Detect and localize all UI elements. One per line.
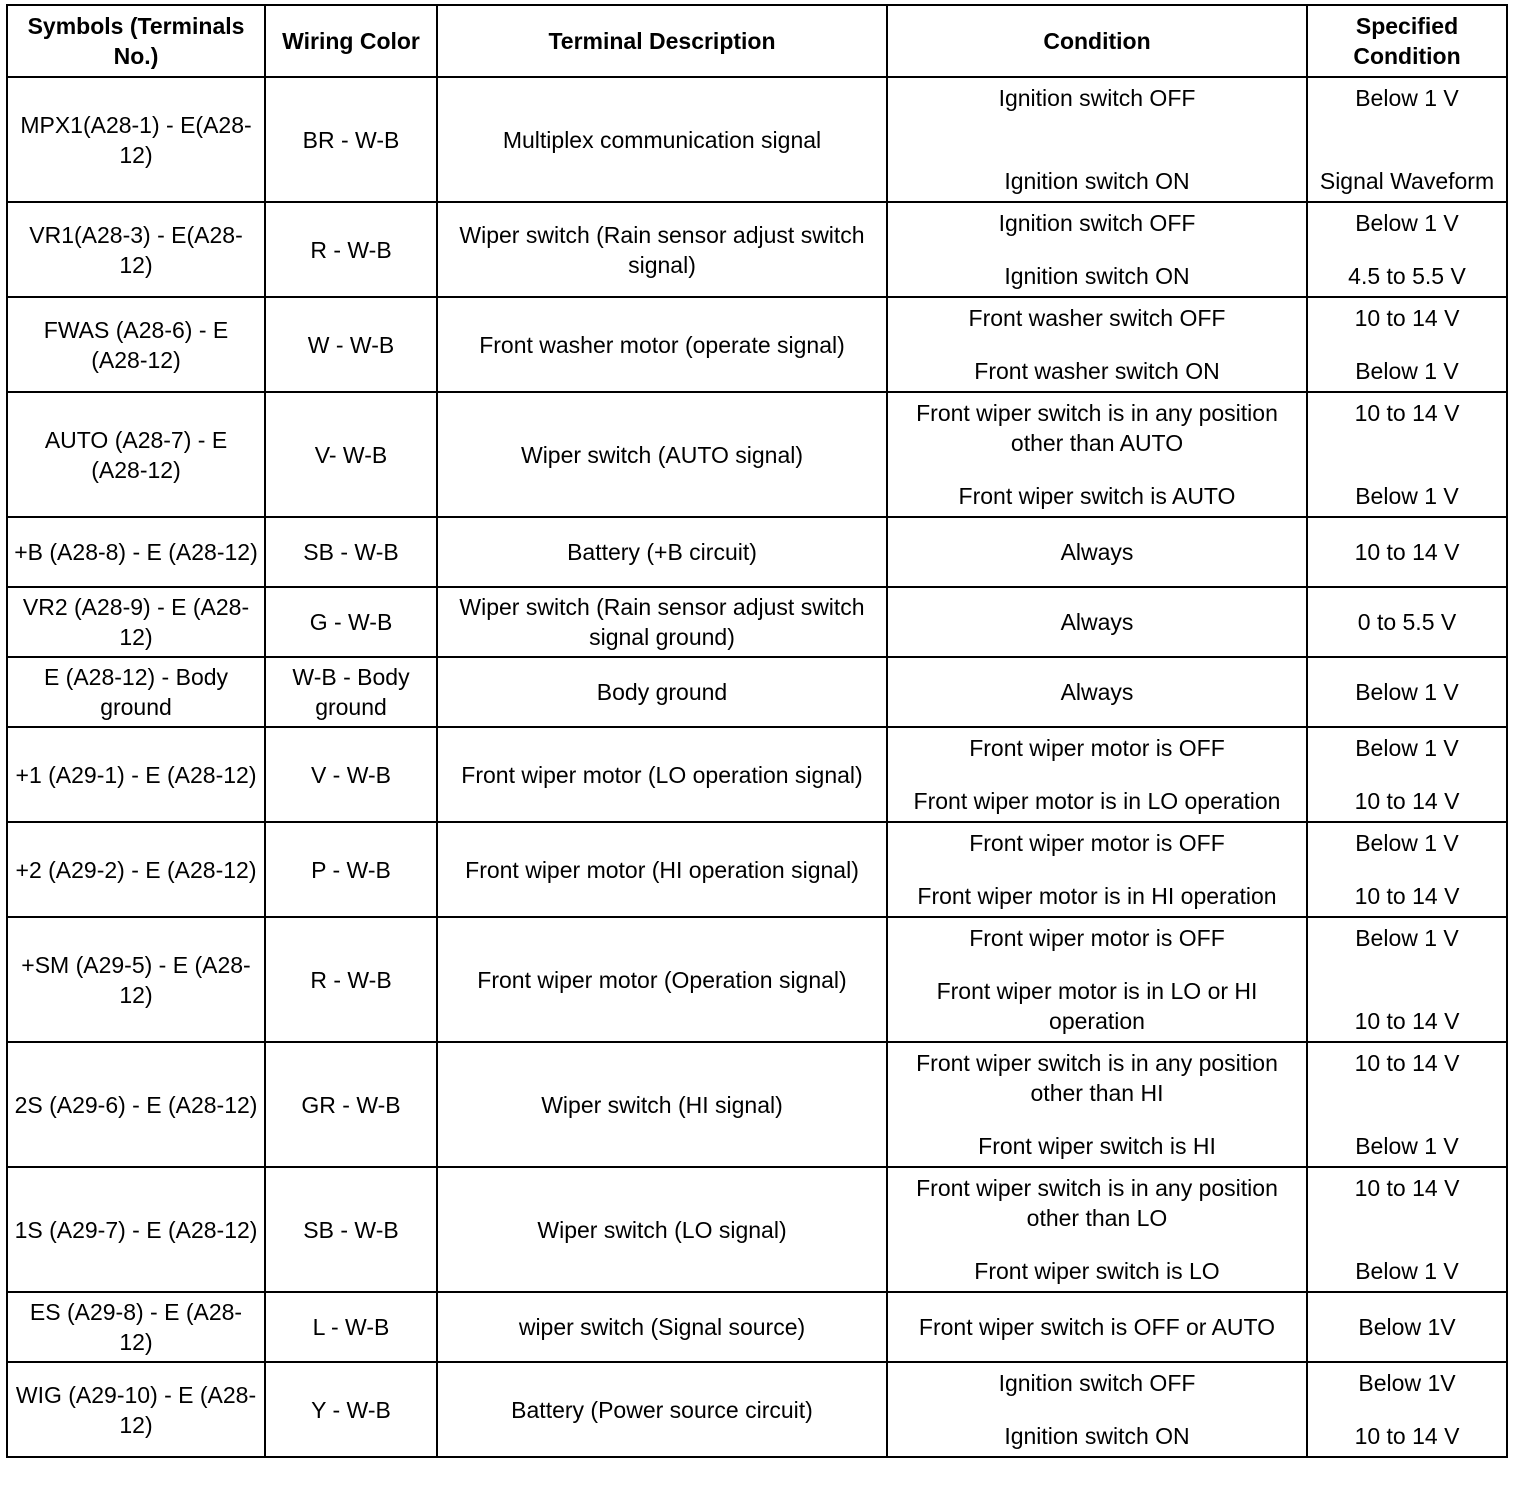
specified-condition-cell xyxy=(1307,392,1507,517)
condition-text: Ignition switch ON xyxy=(1004,168,1190,194)
condition-text: Front wiper motor is OFF xyxy=(969,735,1225,761)
wiring-color-cell: R - W-B xyxy=(265,202,437,297)
specified-condition-cell xyxy=(1307,1167,1507,1292)
terminal-description-cell: Front wiper motor (LO operation signal) xyxy=(437,727,887,822)
condition-cell xyxy=(887,297,1307,392)
terminal-symbol-cell: 2S (A29-6) - E (A28-12) xyxy=(7,1042,265,1167)
terminal-description-cell: Wiper switch (Rain sensor adjust switch signal) xyxy=(437,202,887,297)
specified-value: 10 to 14 V xyxy=(1354,883,1460,909)
condition-text: Front wiper switch is AUTO xyxy=(958,483,1236,509)
specified-value: Below 1 V xyxy=(1355,925,1459,951)
wiring-color-cell: W-B - Body ground xyxy=(265,657,437,727)
terminal-description-cell: Wiper switch (AUTO signal) xyxy=(437,392,887,517)
condition-cell xyxy=(887,657,1307,727)
condition-text: Front washer switch OFF xyxy=(968,305,1226,331)
wiring-color-cell: Y - W-B xyxy=(265,1362,437,1457)
specified-value: Below 1V xyxy=(1358,1314,1456,1340)
table-row xyxy=(7,657,1507,727)
specified-value: Below 1V xyxy=(1358,1370,1456,1396)
terminal-symbol-cell: +SM (A29-5) - E (A28-12) xyxy=(7,917,265,1042)
condition-text: Ignition switch OFF xyxy=(998,210,1196,236)
condition-cell xyxy=(887,822,1307,917)
terminal-description-cell: Wiper switch (LO signal) xyxy=(437,1167,887,1292)
table-row xyxy=(7,727,1507,822)
condition-text: Front wiper motor is in LO operation xyxy=(913,788,1281,814)
terminal-symbol-cell: MPX1(A28-1) - E(A28-12) xyxy=(7,77,265,202)
condition-text: Always xyxy=(1060,609,1134,635)
table-row xyxy=(7,1042,1507,1167)
specified-condition-cell xyxy=(1307,727,1507,822)
table-row xyxy=(7,822,1507,917)
specified-value: 10 to 14 V xyxy=(1354,539,1460,565)
terminal-symbol-cell: ES (A29-8) - E (A28-12) xyxy=(7,1292,265,1362)
header-row xyxy=(7,5,1507,77)
condition-text: Ignition switch ON xyxy=(1004,263,1190,289)
specified-condition-cell xyxy=(1307,657,1507,727)
condition-text: Always xyxy=(1060,679,1134,705)
wiring-color-cell: V- W-B xyxy=(265,392,437,517)
specified-value: 0 to 5.5 V xyxy=(1357,609,1457,635)
table-row xyxy=(7,77,1507,202)
condition-text: Front washer switch ON xyxy=(974,358,1220,384)
specified-value: Below 1 V xyxy=(1355,483,1459,509)
condition-text: Front wiper switch is HI xyxy=(978,1133,1216,1159)
specified-condition-cell xyxy=(1307,587,1507,657)
terminal-description-cell: Front wiper motor (HI operation signal) xyxy=(437,822,887,917)
terminal-description-cell: Front wiper motor (Operation signal) xyxy=(437,917,887,1042)
terminal-description-cell: Front washer motor (operate signal) xyxy=(437,297,887,392)
condition-text: Front wiper switch is OFF or AUTO xyxy=(918,1314,1276,1340)
table-row xyxy=(7,587,1507,657)
specified-value: Below 1 V xyxy=(1355,1258,1459,1284)
condition-text: Front wiper motor is in LO or HI operation xyxy=(936,978,1258,1034)
terminal-symbol-cell: 1S (A29-7) - E (A28-12) xyxy=(7,1167,265,1292)
specified-condition-cell xyxy=(1307,917,1507,1042)
specified-value: 10 to 14 V xyxy=(1354,305,1460,331)
wiring-color-cell: SB - W-B xyxy=(265,517,437,587)
condition-text: Front wiper motor is OFF xyxy=(969,830,1225,856)
specified-condition-cell xyxy=(1307,517,1507,587)
specified-value: 10 to 14 V xyxy=(1354,1423,1460,1449)
terminal-description-cell: Wiper switch (HI signal) xyxy=(437,1042,887,1167)
table-body xyxy=(7,77,1507,1457)
header-terminal-description: Terminal Description xyxy=(437,5,887,77)
terminal-symbol-cell: WIG (A29-10) - E (A28-12) xyxy=(7,1362,265,1457)
condition-cell xyxy=(887,1362,1307,1457)
terminal-description-cell: Wiper switch (Rain sensor adjust switch signal ground) xyxy=(437,587,887,657)
specified-value: 10 to 14 V xyxy=(1354,400,1460,426)
wiring-color-cell: V - W-B xyxy=(265,727,437,822)
terminal-symbol-cell: AUTO (A28-7) - E (A28-12) xyxy=(7,392,265,517)
terminal-description-cell: Battery (Power source circuit) xyxy=(437,1362,887,1457)
specified-value: Signal Waveform xyxy=(1319,168,1495,194)
condition-cell xyxy=(887,517,1307,587)
specified-value: 10 to 14 V xyxy=(1354,1008,1460,1034)
terminal-symbol-cell: +1 (A29-1) - E (A28-12) xyxy=(7,727,265,822)
specified-value: Below 1 V xyxy=(1355,830,1459,856)
specified-condition-cell xyxy=(1307,202,1507,297)
condition-text: Ignition switch OFF xyxy=(998,1370,1196,1396)
terminal-symbol-cell: VR2 (A28-9) - E (A28-12) xyxy=(7,587,265,657)
condition-text: Front wiper switch is in any position other than LO xyxy=(916,1175,1278,1231)
specified-value: Below 1 V xyxy=(1355,85,1459,111)
terminal-description-cell: Battery (+B circuit) xyxy=(437,517,887,587)
condition-cell xyxy=(887,1042,1307,1167)
condition-text: Ignition switch OFF xyxy=(998,85,1196,111)
condition-cell xyxy=(887,392,1307,517)
table-row xyxy=(7,1292,1507,1362)
wiring-color-cell: P - W-B xyxy=(265,822,437,917)
terminal-description-cell: Body ground xyxy=(437,657,887,727)
terminal-inspection-table xyxy=(6,4,1508,1458)
condition-cell xyxy=(887,587,1307,657)
specified-value: Below 1 V xyxy=(1355,679,1459,705)
terminal-symbol-cell: VR1(A28-3) - E(A28-12) xyxy=(7,202,265,297)
condition-cell xyxy=(887,1167,1307,1292)
specified-condition-cell xyxy=(1307,1292,1507,1362)
wiring-color-cell: W - W-B xyxy=(265,297,437,392)
condition-text: Always xyxy=(1060,539,1134,565)
condition-text: Front wiper switch is in any position other than AUTO xyxy=(916,400,1278,456)
terminal-description-cell: wiper switch (Signal source) xyxy=(437,1292,887,1362)
terminal-description-cell: Multiplex communication signal xyxy=(437,77,887,202)
specified-value: 10 to 14 V xyxy=(1354,788,1460,814)
header-specified-condition: Specified Condition xyxy=(1307,5,1507,77)
table-row xyxy=(7,202,1507,297)
condition-cell xyxy=(887,917,1307,1042)
specified-value: 10 to 14 V xyxy=(1354,1175,1460,1201)
specified-condition-cell xyxy=(1307,77,1507,202)
condition-cell xyxy=(887,1292,1307,1362)
condition-text: Front wiper motor is OFF xyxy=(969,925,1225,951)
specified-condition-cell xyxy=(1307,1362,1507,1457)
table-row xyxy=(7,917,1507,1042)
wiring-color-cell: L - W-B xyxy=(265,1292,437,1362)
wiring-color-cell: BR - W-B xyxy=(265,77,437,202)
specified-value: Below 1 V xyxy=(1355,735,1459,761)
condition-text: Front wiper switch is in any position other than HI xyxy=(916,1050,1278,1106)
specified-value: Below 1 V xyxy=(1355,358,1459,384)
table-row xyxy=(7,1167,1507,1292)
specified-value: Below 1 V xyxy=(1355,1133,1459,1159)
specified-condition-cell xyxy=(1307,1042,1507,1167)
condition-cell xyxy=(887,202,1307,297)
wiring-color-cell: SB - W-B xyxy=(265,1167,437,1292)
table-row xyxy=(7,297,1507,392)
table-row xyxy=(7,1362,1507,1457)
header-symbols: Symbols (Terminals No.) xyxy=(7,5,265,77)
terminal-symbol-cell: E (A28-12) - Body ground xyxy=(7,657,265,727)
table-row xyxy=(7,392,1507,517)
header-condition: Condition xyxy=(887,5,1307,77)
condition-text: Front wiper switch is LO xyxy=(974,1258,1220,1284)
specified-condition-cell xyxy=(1307,297,1507,392)
header-wiring-color: Wiring Color xyxy=(265,5,437,77)
wiring-color-cell: R - W-B xyxy=(265,917,437,1042)
condition-cell xyxy=(887,77,1307,202)
terminal-symbol-cell: +2 (A29-2) - E (A28-12) xyxy=(7,822,265,917)
condition-text: Ignition switch ON xyxy=(1004,1423,1190,1449)
specified-value: 10 to 14 V xyxy=(1354,1050,1460,1076)
condition-text: Front wiper motor is in HI operation xyxy=(917,883,1277,909)
specified-condition-cell xyxy=(1307,822,1507,917)
specified-value: 4.5 to 5.5 V xyxy=(1348,263,1466,289)
wiring-color-cell: G - W-B xyxy=(265,587,437,657)
table-row xyxy=(7,517,1507,587)
specified-value: Below 1 V xyxy=(1355,210,1459,236)
terminal-symbol-cell: FWAS (A28-6) - E (A28-12) xyxy=(7,297,265,392)
wiring-color-cell: GR - W-B xyxy=(265,1042,437,1167)
terminal-symbol-cell: +B (A28-8) - E (A28-12) xyxy=(7,517,265,587)
condition-cell xyxy=(887,727,1307,822)
